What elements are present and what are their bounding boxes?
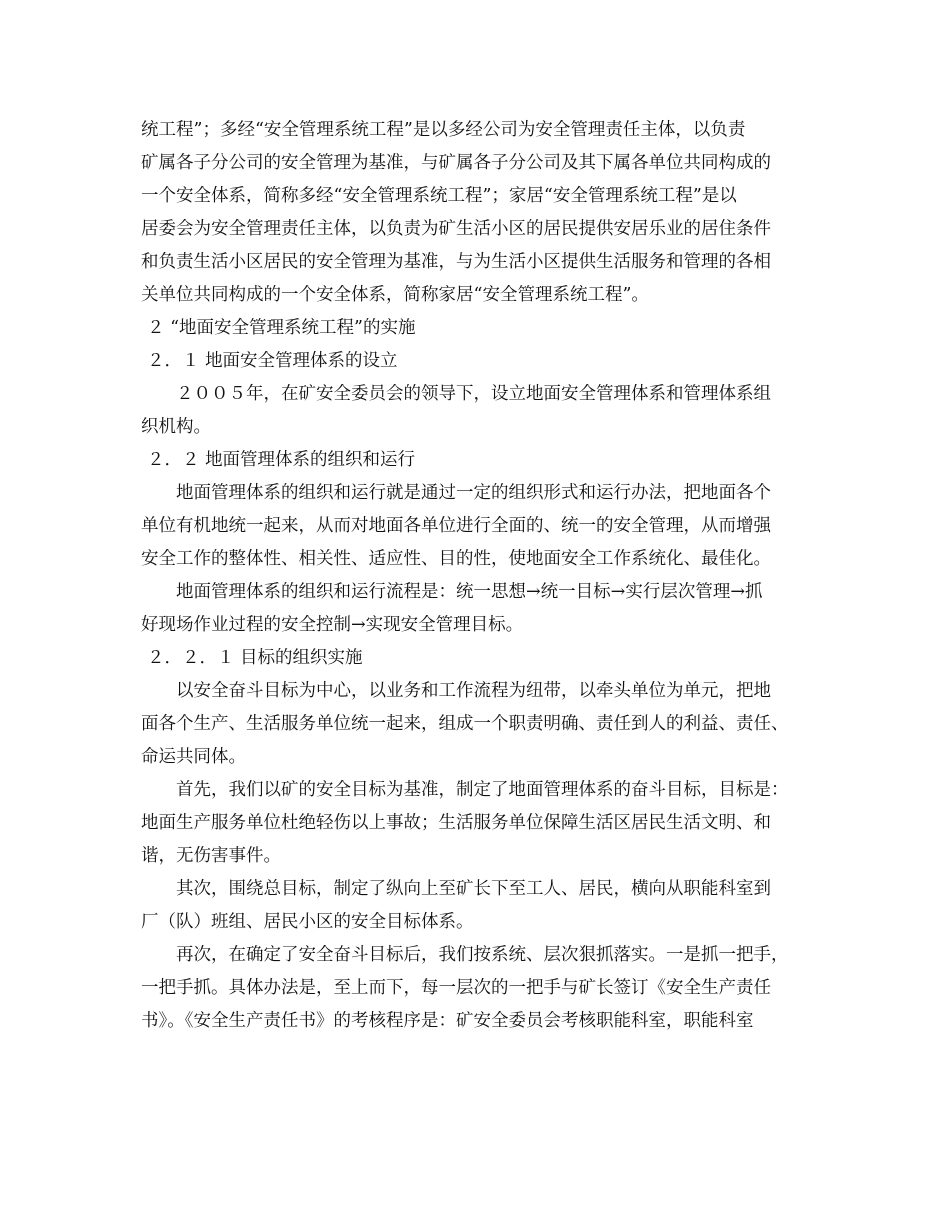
text-line: 和负责生活小区居民的安全管理为基准，与为生活小区提供生活服务和管理的各相 (141, 252, 771, 272)
paragraph-start-line: 地面管理体系的组织和运行流程是：统一思想→统一目标→实行层次管理→抓 (176, 582, 763, 602)
text-line: 命运共同体。 (141, 747, 246, 767)
paragraph-start-line: 再次，在确定了安全奋斗目标后，我们按系统、层次狠抓落实。一是抓一把手， (176, 945, 789, 965)
text-line: 居委会为安全管理责任主体，以负责为矿生活小区的居民提供安居乐业的居住条件 (141, 219, 771, 239)
text-line: 面各个生产、生活服务单位统一起来，组成一个职责明确、责任到人的利益、责任、 (141, 714, 789, 734)
text-line: 一个安全体系，简称多经“安全管理系统工程”；家居“安全管理系统工程”是以 (141, 186, 737, 206)
paragraph-start-line: 首先，我们以矿的安全目标为基准，制定了地面管理体系的奋斗目标，目标是： (176, 780, 789, 800)
text-line: 一把手抓。具体办法是，至上而下，每一层次的一把手与矿长签订《安全生产责任 (141, 978, 771, 998)
subsection-heading: ２．１ 地面安全管理体系的设立 (147, 351, 398, 371)
text-line: 单位有机地统一起来，从而对地面各单位进行全面的、统一的安全管理，从而增强 (141, 516, 771, 536)
text-line: 织机构。 (141, 417, 211, 437)
subsubsection-heading: ２．２．１ 目标的组织实施 (147, 648, 363, 668)
document-page (141, 114, 831, 1038)
paragraph-start-line: ２００５年，在矿安全委员会的领导下，设立地面安全管理体系和管理体系组 (176, 384, 771, 404)
text-line: 地面生产服务单位杜绝轻伤以上事故；生活服务单位保障生活区居民生活文明、和 (141, 813, 771, 833)
text-line: 关单位共同构成的一个安全体系，简称家居“安全管理系统工程”。 (141, 285, 649, 305)
section-heading: ２ “地面安全管理系统工程”的实施 (147, 318, 416, 338)
paragraph-start-line: 以安全奋斗目标为中心，以业务和工作流程为纽带，以牵头单位为单元，把地 (176, 681, 771, 701)
text-line: 安全工作的整体性、相关性、适应性、目的性，使地面安全工作系统化、最佳化。 (141, 549, 771, 569)
text-line: 矿属各子分公司的安全管理为基准，与矿属各子分公司及其下属各单位共同构成的 (141, 153, 771, 173)
subsection-heading: ２．２ 地面管理体系的组织和运行 (147, 450, 416, 470)
text-line: 好现场作业过程的安全控制→实现安全管理目标。 (141, 615, 524, 635)
paragraph-start-line: 地面管理体系的组织和运行就是通过一定的组织形式和运行办法，把地面各个 (176, 483, 771, 503)
text-line: 谐，无伤害事件。 (141, 846, 281, 866)
text-line: 厂（队）班组、居民小区的安全目标体系。 (141, 912, 474, 932)
text-line: 书》。《安全生产责任书》的考核程序是：矿安全委员会考核职能科室，职能科室 (141, 1011, 754, 1031)
text-line: 统工程”；多经“安全管理系统工程”是以多经公司为安全管理责任主体，以负责 (141, 120, 746, 140)
paragraph-start-line: 其次，围绕总目标，制定了纵向上至矿长下至工人、居民，横向从职能科室到 (176, 879, 771, 899)
